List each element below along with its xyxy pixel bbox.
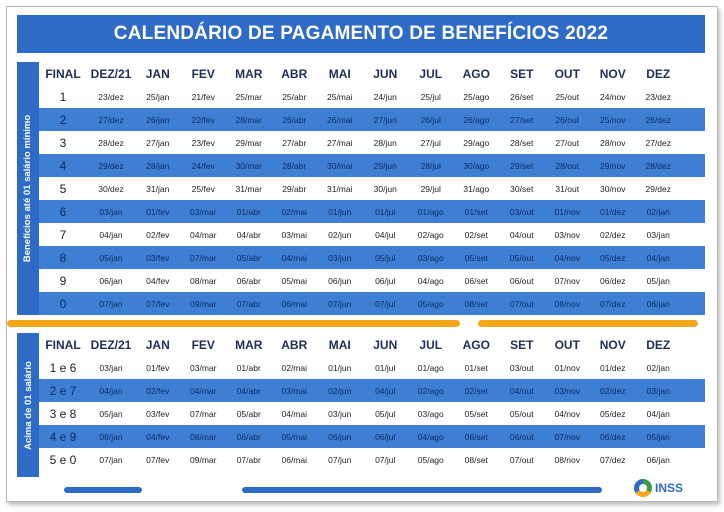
column-header: DEZ/21 [90,66,132,81]
payment-date-cell: 03/fev [146,252,170,263]
payment-date-cell: 28/jun [373,137,397,148]
payment-date-cell: 25/jul [420,91,441,102]
column-header: FEV [191,337,215,352]
column-header: SET [510,337,534,352]
payment-date-cell: 28/nov [599,137,626,148]
payment-date-cell: 22/fev [191,114,215,125]
payment-date-cell: 26/jul [420,114,441,125]
payment-date-cell: 01/fev [146,362,170,373]
final-digit-cell: 5 e 0 [49,452,77,467]
payment-date-cell: 29/dez [645,183,672,194]
payment-date-cell: 04/jan [99,385,123,396]
payment-date-cell: 03/jan [99,206,123,217]
column-header: ABR [281,337,308,352]
column-header: ABR [281,66,308,81]
final-digit-cell: 3 [59,135,67,150]
payment-date-cell: 01/dez [599,362,626,373]
payment-date-cell: 05/dez [599,408,626,419]
payment-date-cell: 02/set [464,385,488,396]
payment-date-cell: 05/abr [236,408,261,419]
payment-date-cell: 07/nov [554,431,581,442]
payment-date-cell: 04/nov [554,252,581,263]
column-header: JUN [373,66,398,81]
table-row [39,108,705,131]
payment-date-cell: 05/jul [375,252,396,263]
payment-date-cell: 03/nov [554,229,581,240]
payment-date-cell: 05/jan [646,431,670,442]
column-header: DEZ [646,337,671,352]
payment-date-cell: 06/jul [375,275,396,286]
payment-date-cell: 02/mai [281,206,307,217]
table-row [39,246,705,269]
payment-date-cell: 04/nov [554,408,581,419]
final-digit-cell: 3 e 8 [49,406,77,421]
payment-date-cell: 07/jan [99,298,123,309]
payment-date-cell: 04/out [509,229,534,240]
column-header: OUT [554,337,580,352]
payment-date-cell: 29/ago [463,137,490,148]
payment-date-cell: 06/dez [599,431,626,442]
payment-date-cell: 25/nov [599,114,626,125]
payment-date-cell: 01/abr [236,206,261,217]
final-digit-cell: 2 e 7 [49,383,77,398]
payment-date-cell: 08/set [464,298,488,309]
payment-date-cell: 01/jun [328,362,352,373]
payment-date-cell: 06/jan [99,431,123,442]
payment-date-cell: 06/mai [281,454,307,465]
payment-date-cell: 05/out [509,408,534,419]
column-header: MAI [328,66,351,81]
payment-date-cell: 05/jan [646,275,670,286]
payment-date-cell: 03/jan [646,229,670,240]
inss-logo-text: INSS [655,481,684,495]
payment-date-cell: 07/fev [146,454,170,465]
payment-date-cell: 03/ago [417,252,444,263]
payment-date-cell: 30/jun [373,183,397,194]
payment-date-cell: 02/fev [146,229,170,240]
payment-date-cell: 03/jan [99,362,123,373]
payment-date-cell: 08/nov [554,454,581,465]
payment-date-cell: 04/jan [646,408,670,419]
payment-date-cell: 07/nov [554,275,581,286]
payment-date-cell: 28/dez [645,160,672,171]
payment-date-cell: 07/out [509,298,534,309]
column-header: JAN [145,337,170,352]
payment-date-cell: 29/abr [282,183,307,194]
payment-date-cell: 04/ago [417,275,444,286]
payment-table-2 [39,333,705,477]
payment-date-cell: 27/mai [326,137,353,148]
payment-date-cell: 01/jun [328,206,352,217]
payment-date-cell: 23/dez [645,91,672,102]
payment-date-cell: 02/jun [328,385,352,396]
payment-date-cell: 01/jul [375,206,396,217]
payment-date-cell: 03/mar [190,362,217,373]
payment-date-cell: 27/dez [98,114,124,125]
section-label-text: Acima de 01 salário [22,360,34,450]
payment-date-cell: 29/set [510,160,534,171]
section-up-to-minimum-wage [17,62,705,315]
payment-date-cell: 05/abr [236,252,261,263]
table-row [39,223,705,246]
payment-date-cell: 07/fev [146,298,170,309]
payment-date-cell: 04/out [509,385,534,396]
column-header: SET [510,66,534,81]
payment-date-cell: 25/out [555,91,580,102]
payment-date-cell: 24/fev [191,160,215,171]
payment-date-cell: 31/mar [235,183,262,194]
payment-date-cell: 07/abr [236,298,261,309]
payment-date-cell: 04/jul [375,229,396,240]
payment-date-cell: 02/dez [599,229,626,240]
payment-date-cell: 30/ago [463,160,490,171]
final-digit-cell: 9 [59,273,67,288]
payment-date-cell: 06/jul [375,431,396,442]
payment-date-cell: 01/fev [146,206,170,217]
final-digit-cell: 1 e 6 [49,360,77,375]
final-digit-cell: 6 [59,204,67,219]
payment-date-cell: 07/mar [190,252,217,263]
payment-date-cell: 03/fev [146,408,170,419]
payment-date-cell: 01/abr [236,362,261,373]
final-digit-cell: 0 [59,296,67,311]
payment-date-cell: 31/out [555,183,580,194]
payment-date-cell: 29/jul [420,183,441,194]
payment-date-cell: 07/dez [599,298,626,309]
payment-date-cell: 07/jun [328,298,352,309]
payment-date-cell: 07/dez [599,454,626,465]
payment-date-cell: 04/jan [646,252,670,263]
payment-date-cell: 30/dez [98,183,124,194]
final-digit-cell: 4 [59,158,67,173]
section-side-label [17,62,39,315]
payment-date-cell: 05/ago [417,298,444,309]
payment-date-cell: 26/out [555,114,580,125]
column-header: DEZ [646,66,671,81]
table-row [39,131,705,154]
payment-date-cell: 02/jan [646,362,670,373]
payment-date-cell: 04/jan [99,229,123,240]
payment-date-cell: 29/dez [98,160,124,171]
payment-date-cell: 03/out [509,362,534,373]
final-digit-cell: 8 [59,250,67,265]
payment-date-cell: 27/jul [420,137,441,148]
payment-date-cell: 26/abr [282,114,307,125]
payment-date-cell: 24/nov [599,91,626,102]
column-header: NOV [599,337,626,352]
payment-date-cell: 09/mar [190,454,217,465]
payment-date-cell: 04/abr [236,385,261,396]
payment-date-cell: 29/nov [599,160,626,171]
column-header: JUN [373,337,398,352]
payment-date-cell: 01/jul [375,362,396,373]
payment-date-cell: 01/ago [417,206,444,217]
column-header: MAR [235,337,263,352]
column-header: FEV [191,66,215,81]
payment-date-cell: 08/nov [554,298,581,309]
payment-date-cell: 27/abr [282,137,307,148]
payment-date-cell: 02/ago [417,229,444,240]
column-header: JUL [419,337,443,352]
payment-date-cell: 04/mar [190,229,217,240]
section-side-label [17,333,39,477]
final-digit-cell: 1 [59,89,67,104]
payment-date-cell: 28/dez [98,137,124,148]
payment-date-cell: 04/jul [375,385,396,396]
payment-date-cell: 25/abr [282,91,307,102]
payment-date-cell: 21/fev [191,91,215,102]
payment-date-cell: 05/mai [281,431,307,442]
payment-date-cell: 28/jul [420,160,441,171]
column-header: AGO [462,66,490,81]
payment-date-cell: 04/mar [190,385,217,396]
section-above-minimum-wage [17,333,705,477]
payment-date-cell: 31/ago [463,183,490,194]
payment-date-cell: 27/jun [373,114,397,125]
payment-date-cell: 02/set [464,229,488,240]
payment-date-cell: 07/jun [328,454,352,465]
payment-date-cell: 28/abr [282,160,307,171]
payment-date-cell: 05/ago [417,454,444,465]
column-header: MAI [328,337,351,352]
payment-date-cell: 26/mai [326,114,353,125]
table-row [39,425,705,448]
payment-date-cell: 25/mar [235,91,262,102]
payment-date-cell: 05/out [509,252,534,263]
payment-date-cell: 04/fev [146,275,170,286]
payment-date-cell: 03/nov [554,385,581,396]
payment-date-cell: 01/nov [554,206,581,217]
payment-date-cell: 02/ago [417,385,444,396]
payment-date-cell: 06/abr [236,275,261,286]
payment-date-cell: 01/set [464,206,488,217]
payment-date-cell: 06/jan [99,275,123,286]
payment-date-cell: 07/jan [99,454,123,465]
payment-date-cell: 03/out [509,206,534,217]
page-title: CALENDÁRIO DE PAGAMENTO DE BENEFÍCIOS 2022 [17,15,705,53]
payment-date-cell: 07/abr [236,454,261,465]
table-row [39,402,705,425]
payment-table-1 [39,62,705,315]
footer-bar-right [242,487,602,493]
payment-date-cell: 26/ago [463,114,490,125]
payment-date-cell: 25/mai [326,91,353,102]
table-row [39,85,705,108]
payment-date-cell: 07/mar [190,408,217,419]
column-header: JUL [419,66,443,81]
payment-date-cell: 04/ago [417,431,444,442]
final-digit-cell: 4 e 9 [49,429,77,444]
column-header: JAN [145,66,170,81]
inss-logo-icon [634,479,652,497]
payment-date-cell: 06/mai [281,298,307,309]
payment-date-cell: 06/set [464,275,488,286]
payment-date-cell: 03/ago [417,408,444,419]
payment-date-cell: 01/dez [599,206,626,217]
divider-left [7,320,460,327]
payment-date-cell: 30/mai [326,160,353,171]
payment-date-cell: 04/fev [146,431,170,442]
payment-date-cell: 06/jan [646,298,670,309]
payment-date-cell: 06/out [509,431,534,442]
payment-date-cell: 05/set [464,252,488,263]
payment-date-cell: 02/dez [599,385,626,396]
payment-date-cell: 30/nov [599,183,626,194]
payment-date-cell: 05/jan [99,408,123,419]
table-row [39,356,705,379]
payment-date-cell: 27/out [555,137,580,148]
table-row [39,448,705,471]
table-row [39,200,705,223]
payment-date-cell: 01/nov [554,362,581,373]
final-digit-cell: 7 [59,227,67,242]
payment-date-cell: 07/jul [375,298,396,309]
payment-date-cell: 05/set [464,408,488,419]
payment-date-cell: 28/jan [146,160,170,171]
final-digit-cell: 2 [59,112,67,127]
payment-date-cell: 26/dez [645,114,672,125]
footer-bar-left [64,487,142,493]
payment-date-cell: 02/jan [646,206,670,217]
payment-date-cell: 23/fev [191,137,215,148]
column-header: FINAL [45,337,81,352]
payment-date-cell: 06/abr [236,431,261,442]
payment-date-cell: 28/mar [235,114,262,125]
payment-date-cell: 03/jun [328,408,352,419]
payment-date-cell: 03/mar [190,206,217,217]
payment-date-cell: 26/jan [146,114,170,125]
payment-date-cell: 06/jan [646,454,670,465]
payment-date-cell: 05/jan [99,252,123,263]
column-header: OUT [554,66,580,81]
payment-date-cell: 25/jan [146,91,170,102]
payment-date-cell: 04/mai [281,252,307,263]
column-header: AGO [462,337,490,352]
payment-date-cell: 28/out [555,160,580,171]
payment-date-cell: 08/set [464,454,488,465]
table-header-row [39,333,705,356]
final-digit-cell: 5 [59,181,67,196]
payment-date-cell: 27/jan [146,137,170,148]
payment-date-cell: 28/set [510,137,534,148]
payment-date-cell: 06/jun [328,431,352,442]
payment-date-cell: 27/dez [645,137,672,148]
payment-date-cell: 29/mar [235,137,262,148]
table-row [39,177,705,200]
payment-date-cell: 05/mai [281,275,307,286]
payment-date-cell: 01/ago [417,362,444,373]
payment-date-cell: 02/jun [328,229,352,240]
column-header: FINAL [45,66,81,81]
payment-date-cell: 04/mai [281,408,307,419]
divider-right [478,320,698,327]
payment-date-cell: 07/out [509,454,534,465]
payment-date-cell: 03/jun [328,252,352,263]
table-row [39,292,705,315]
section-label-text: Benefícios até 01 salário mínimo [22,114,34,263]
payment-date-cell: 31/mai [326,183,353,194]
table-row [39,269,705,292]
payment-date-cell: 04/abr [236,229,261,240]
payment-date-cell: 27/set [510,114,534,125]
payment-date-cell: 23/dez [98,91,124,102]
payment-date-cell: 03/mai [281,385,307,396]
payment-date-cell: 30/set [510,183,534,194]
table-header-row [39,62,705,85]
payment-date-cell: 26/set [510,91,534,102]
payment-date-cell: 06/out [509,275,534,286]
payment-date-cell: 06/set [464,431,488,442]
payment-date-cell: 07/jul [375,454,396,465]
column-header: NOV [599,66,626,81]
payment-date-cell: 31/jan [146,183,170,194]
payment-date-cell: 02/fev [146,385,170,396]
payment-date-cell: 30/mar [235,160,262,171]
inss-logo [634,479,683,497]
payment-date-cell: 24/jun [373,91,397,102]
payment-date-cell: 05/jul [375,408,396,419]
payment-date-cell: 09/mar [190,298,217,309]
payment-date-cell: 03/jan [646,385,670,396]
payment-date-cell: 06/dez [599,275,626,286]
payment-date-cell: 05/dez [599,252,626,263]
payment-date-cell: 06/jun [328,275,352,286]
table-row [39,154,705,177]
payment-date-cell: 01/set [464,362,488,373]
payment-date-cell: 08/mar [190,431,217,442]
payment-date-cell: 29/jun [373,160,397,171]
column-header: MAR [235,66,263,81]
payment-date-cell: 25/fev [191,183,215,194]
payment-date-cell: 08/mar [190,275,217,286]
payment-date-cell: 03/mai [281,229,307,240]
table-row [39,379,705,402]
payment-date-cell: 25/ago [463,91,490,102]
column-header: DEZ/21 [90,337,132,352]
payment-date-cell: 02/mai [281,362,307,373]
